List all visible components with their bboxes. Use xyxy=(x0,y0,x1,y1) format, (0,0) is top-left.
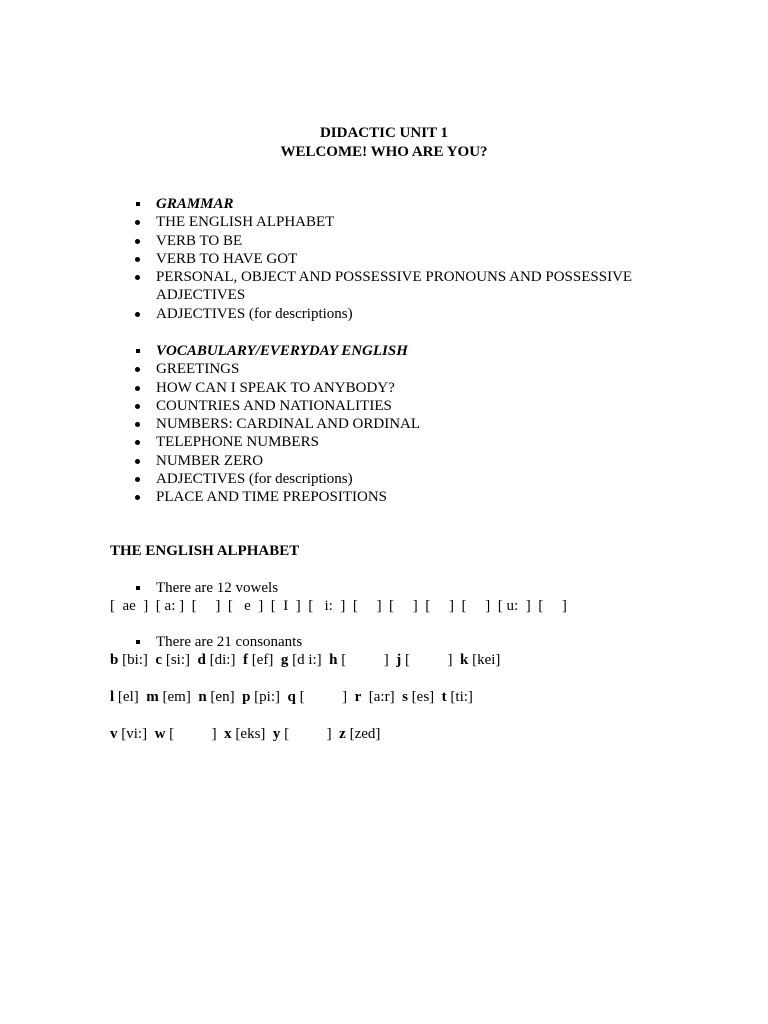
letter: n xyxy=(198,689,207,705)
list-item: THE ENGLISH ALPHABET xyxy=(156,214,335,231)
phonetic: [bi:] xyxy=(122,652,148,668)
consonants-row-3 xyxy=(110,725,380,743)
list-item: HOW CAN I SPEAK TO ANYBODY? xyxy=(156,379,395,396)
letter: p xyxy=(242,689,251,705)
letter: s xyxy=(402,689,408,705)
vowels-note: There are 12 vowels xyxy=(0,579,700,597)
phonetic: [a:r] xyxy=(368,689,395,705)
letter: j xyxy=(396,652,402,668)
phonetic: [es] xyxy=(411,689,435,705)
consonants-row-1 xyxy=(110,651,500,669)
list-item: PLACE AND TIME PREPOSITIONS xyxy=(156,489,387,506)
letter: d xyxy=(197,652,206,668)
phonetic: [ ] xyxy=(284,726,332,742)
letter: r xyxy=(354,689,362,705)
list-item: COUNTRIES AND NATIONALITIES xyxy=(156,397,392,414)
letter: c xyxy=(155,652,163,668)
list-item: GREETINGS xyxy=(156,361,240,378)
unit-subtitle: WELCOME! WHO ARE YOU? xyxy=(280,144,488,160)
phonetic: [ef] xyxy=(251,652,274,668)
list-item: VERB TO HAVE GOT xyxy=(156,250,298,267)
unit-title: DIDACTIC UNIT 1 xyxy=(319,125,449,141)
phonetic: [vi:] xyxy=(121,726,148,742)
list-item: NUMBER ZERO xyxy=(156,452,264,469)
phonetic: [el] xyxy=(117,689,139,705)
letter: z xyxy=(339,726,346,742)
phonetic: [pi:] xyxy=(254,689,280,705)
grammar-list xyxy=(0,195,700,323)
phonetic: [d i:] xyxy=(292,652,322,668)
phonetic: [ ] xyxy=(169,726,217,742)
letter: l xyxy=(110,689,115,705)
phonetic: [di:] xyxy=(209,652,236,668)
letter: k xyxy=(460,652,469,668)
vocabulary-heading: VOCABULARY/EVERYDAY ENGLISH xyxy=(156,343,408,359)
letter: f xyxy=(242,652,248,668)
phonetic: [ ] xyxy=(341,652,389,668)
list-item: NUMBERS: CARDINAL AND ORDINAL xyxy=(156,416,421,433)
phonetic: [eks] xyxy=(235,726,266,742)
list-item: ADJECTIVES (for descriptions) xyxy=(156,305,353,322)
letter: v xyxy=(110,726,118,742)
vowels-row: [ ae ] [ a: ] [ ] [ e ] [ I ] [ i: ] [ ] [ ] [ ] [ ] [ u: ] [ ] xyxy=(110,598,567,614)
letter: h xyxy=(329,652,338,668)
letter: m xyxy=(146,689,159,705)
alphabet-heading: THE ENGLISH ALPHABET xyxy=(110,543,300,559)
consonants-note: There are 21 consonants xyxy=(0,633,700,651)
list-item: VERB TO BE xyxy=(156,232,243,249)
phonetic: [zed] xyxy=(349,726,381,742)
phonetic: [en] xyxy=(210,689,235,705)
letter: g xyxy=(280,652,289,668)
square-bullet-icon xyxy=(133,633,143,651)
phonetic: [ ] xyxy=(299,689,348,705)
letter: b xyxy=(110,652,119,668)
consonants-row-2 xyxy=(110,688,473,706)
phonetic: [ ] xyxy=(405,652,453,668)
phonetic: [kei] xyxy=(472,652,501,668)
letter: t xyxy=(441,689,447,705)
phonetic: [si:] xyxy=(165,652,191,668)
phonetic: [ti:] xyxy=(450,689,473,705)
list-item: ADJECTIVES (for descriptions) xyxy=(156,471,353,488)
square-bullet-icon xyxy=(133,579,143,597)
letter: x xyxy=(224,726,232,742)
phonetic: [em] xyxy=(162,689,191,705)
letter: w xyxy=(154,726,166,742)
grammar-heading: GRAMMAR xyxy=(156,196,234,212)
vocabulary-list xyxy=(0,342,700,507)
list-item: PERSONAL, OBJECT AND POSSESSIVE PRONOUNS AND POSSESSIVE ADJECTIVES xyxy=(156,269,633,304)
letter: y xyxy=(272,726,281,742)
letter: q xyxy=(287,689,296,705)
list-item: TELEPHONE NUMBERS xyxy=(156,434,319,451)
